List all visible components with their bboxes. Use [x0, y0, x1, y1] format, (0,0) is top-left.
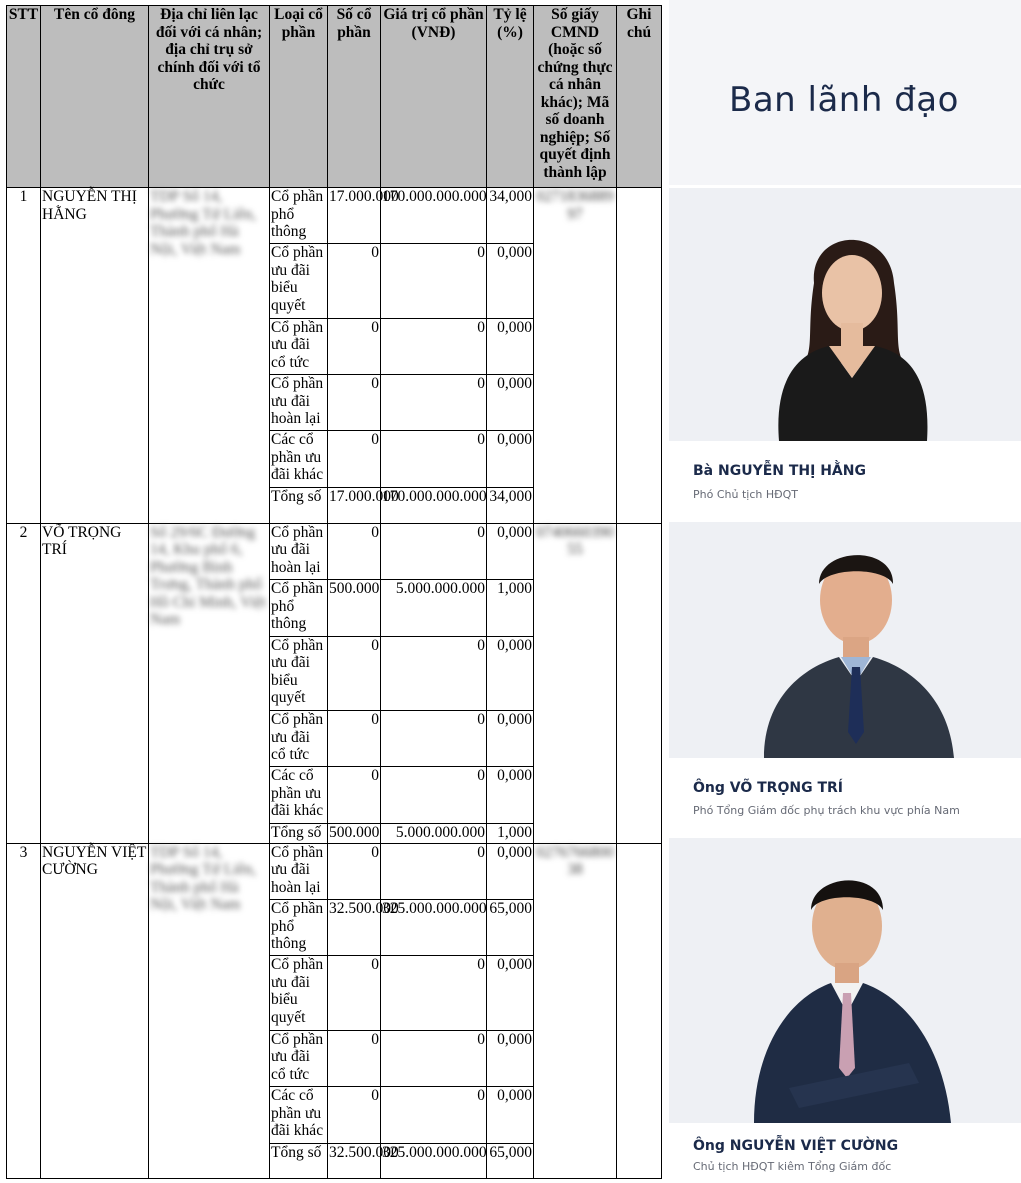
portrait-photo: [669, 188, 1021, 441]
cell-value: 0: [381, 711, 487, 767]
cell-note: [617, 843, 662, 1178]
cell-ratio: 65,000: [487, 1143, 534, 1178]
cell-ratio: 0,000: [487, 767, 534, 823]
portrait-photo: [669, 522, 1021, 758]
cell-shares: 0: [328, 1087, 381, 1143]
cell-share-type: Cổ phần ưu đãi biểu quyết: [270, 956, 328, 1030]
cell-ratio: 0,000: [487, 244, 534, 318]
table-row: [7, 523, 662, 579]
cell-ratio: 1,000: [487, 823, 534, 843]
table-row: [7, 843, 662, 899]
cell-ratio: 0,000: [487, 1087, 534, 1143]
header-idno: Số giấy CMND (hoặc số chứng thực cá nhân khác); Mã số doanh nghiệp; Số quyết định thành lập: [534, 6, 617, 188]
cell-ratio: 0,000: [487, 375, 534, 431]
cell-shares: 32.500.000: [328, 1143, 381, 1178]
cell-shares: 500.000: [328, 823, 381, 843]
cell-ratio: 34,000: [487, 487, 534, 523]
cell-shares: 17.000.000: [328, 487, 381, 523]
cell-stt: 1: [7, 188, 41, 524]
header-stt: STT: [7, 6, 41, 188]
cell-shares: 17.000.000: [328, 188, 381, 244]
cell-share-type: Cổ phần ưu đãi cổ tức: [270, 318, 328, 374]
header-shares: Số cổ phần: [328, 6, 381, 188]
leader-card[interactable]: [669, 838, 1021, 1180]
cell-ratio: 0,000: [487, 523, 534, 579]
cell-value: 0: [381, 843, 487, 899]
cell-shares: 0: [328, 318, 381, 374]
leader-name: Ông NGUYỄN VIỆT CƯỜNG: [693, 1138, 899, 1154]
panel-header: [669, 0, 1021, 185]
cell-shares: 0: [328, 431, 381, 487]
cell-value: 0: [381, 523, 487, 579]
leader-card[interactable]: [669, 522, 1021, 835]
cell-share-type: Cổ phần phổ thông: [270, 900, 328, 956]
cell-share-type: Cổ phần ưu đãi hoàn lại: [270, 375, 328, 431]
cell-shares: 32.500.000: [328, 900, 381, 956]
cell-share-type: Tổng số: [270, 1143, 328, 1178]
cell-value: 0: [381, 244, 487, 318]
cell-value: 5.000.000.000: [381, 823, 487, 843]
cell-shareholder-name: NGUYỄN THỊ HẰNG: [41, 188, 149, 524]
cell-share-type: Cổ phần ưu đãi cổ tức: [270, 1030, 328, 1086]
cell-share-type: Cổ phần ưu đãi biểu quyết: [270, 636, 328, 710]
cell-value: 170.000.000.000: [381, 188, 487, 244]
cell-note: [617, 523, 662, 843]
cell-ratio: 0,000: [487, 636, 534, 710]
leadership-panel: [669, 0, 1021, 1183]
leader-role: Phó Tổng Giám đốc phụ trách khu vực phía Nam: [693, 804, 960, 817]
cell-shares: 0: [328, 244, 381, 318]
cell-shares: 0: [328, 843, 381, 899]
leader-role: Chủ tịch HĐQT kiêm Tổng Giám đốc: [693, 1160, 892, 1173]
cell-shares: 500.000: [328, 580, 381, 636]
cell-ratio: 0,000: [487, 843, 534, 899]
cell-shares: 0: [328, 767, 381, 823]
cell-id-number: 0740660390 55: [534, 523, 617, 843]
cell-note: [617, 188, 662, 524]
cell-share-type: Cổ phần ưu đãi cổ tức: [270, 711, 328, 767]
cell-share-type: Cổ phần ưu đãi hoàn lại: [270, 523, 328, 579]
cell-shares: 0: [328, 711, 381, 767]
cell-value: 0: [381, 1087, 487, 1143]
cell-value: 0: [381, 636, 487, 710]
cell-value: 0: [381, 375, 487, 431]
cell-shares: 0: [328, 523, 381, 579]
cell-ratio: 0,000: [487, 431, 534, 487]
table-header-row: [7, 6, 662, 188]
cell-id-number: 0276766800 38: [534, 843, 617, 1178]
leader-name: Bà NGUYỄN THỊ HẰNG: [693, 463, 866, 479]
leader-name: Ông VÕ TRỌNG TRÍ: [693, 780, 843, 796]
cell-share-type: Cổ phần phổ thông: [270, 188, 328, 244]
header-name: Tên cổ đông: [41, 6, 149, 188]
cell-value: 325.000.000.000: [381, 900, 487, 956]
shareholder-table: [6, 5, 662, 1179]
cell-value: 0: [381, 767, 487, 823]
cell-value: 170.000.000.000: [381, 487, 487, 523]
cell-stt: 2: [7, 523, 41, 843]
cell-ratio: 0,000: [487, 318, 534, 374]
cell-shares: 0: [328, 956, 381, 1030]
cell-share-type: Cổ phần ưu đãi hoàn lại: [270, 843, 328, 899]
cell-shares: 0: [328, 375, 381, 431]
cell-stt: 3: [7, 843, 41, 1178]
cell-value: 325.000.000.000: [381, 1143, 487, 1178]
portrait-man-icon: [669, 838, 1021, 1123]
cell-share-type: Cổ phần ưu đãi biểu quyết: [270, 244, 328, 318]
cell-ratio: 0,000: [487, 1030, 534, 1086]
table-row: [7, 188, 662, 244]
cell-id-number: 0271836889 97: [534, 188, 617, 524]
cell-shares: 0: [328, 636, 381, 710]
cell-shareholder-name: NGUYỄN VIỆT CƯỜNG: [41, 843, 149, 1178]
header-ratio: Tỷ lệ (%): [487, 6, 534, 188]
cell-share-type: Cổ phần phổ thông: [270, 580, 328, 636]
header-note: Ghi chú: [617, 6, 662, 188]
cell-value: 0: [381, 1030, 487, 1086]
cell-ratio: 34,000: [487, 188, 534, 244]
cell-shares: 0: [328, 1030, 381, 1086]
portrait-man-icon: [669, 522, 1021, 758]
cell-ratio: 0,000: [487, 711, 534, 767]
cell-value: 5.000.000.000: [381, 580, 487, 636]
cell-shareholder-name: VÕ TRỌNG TRÍ: [41, 523, 149, 843]
cell-share-type: Các cổ phần ưu đãi khác: [270, 767, 328, 823]
cell-value: 0: [381, 956, 487, 1030]
header-address: Địa chỉ liên lạc đối với cá nhân; địa chỉ trụ sở chính đối với tổ chức: [149, 6, 270, 188]
cell-address: TDP Số 14, Phường Tứ Liên, Thành phố Hà Nội, Việt Nam: [149, 188, 270, 524]
cell-share-type: Các cổ phần ưu đãi khác: [270, 1087, 328, 1143]
portrait-woman-icon: [669, 188, 1021, 441]
cell-share-type: Các cổ phần ưu đãi khác: [270, 431, 328, 487]
header-type: Loại cổ phần: [270, 6, 328, 188]
cell-address: TDP Số 14, Phường Tứ Liên, Thành phố Hà Nội, Việt Nam: [149, 843, 270, 1178]
cell-address: Số 29/6C Đường 14, Khu phố 6, Phường Bình Trưng, Thành phố Hồ Chí Minh, Việt Nam: [149, 523, 270, 843]
cell-value: 0: [381, 431, 487, 487]
portrait-photo: [669, 838, 1021, 1123]
cell-ratio: 65,000: [487, 900, 534, 956]
header-value: Giá trị cổ phần (VNĐ): [381, 6, 487, 188]
cell-share-type: Tổng số: [270, 823, 328, 843]
cell-share-type: Tổng số: [270, 487, 328, 523]
cell-ratio: 1,000: [487, 580, 534, 636]
panel-title: Ban lãnh đạo: [729, 80, 959, 120]
cell-value: 0: [381, 318, 487, 374]
leader-role: Phó Chủ tịch HĐQT: [693, 488, 799, 501]
cell-ratio: 0,000: [487, 956, 534, 1030]
leader-card[interactable]: [669, 188, 1021, 518]
